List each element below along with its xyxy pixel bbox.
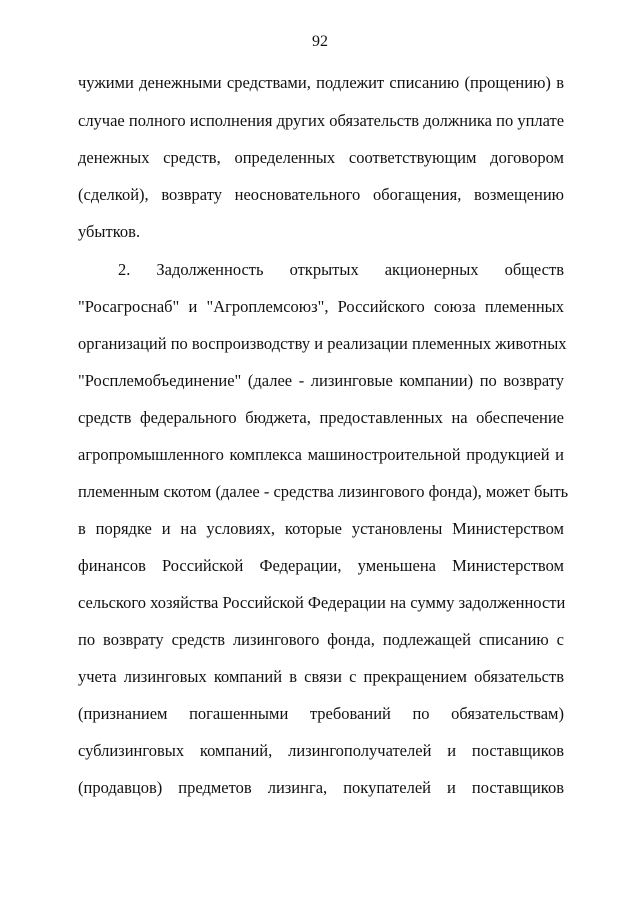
text-line: племенным скотом (далее - средства лизингового фонда), может быть	[78, 482, 569, 501]
text-line: по возврату средств лизингового фонда, подлежащей списанию с	[78, 630, 564, 649]
text-line: "Росагроснаб" и "Агроплемсоюз", Российского союза племенных	[78, 297, 564, 316]
text-line: (признанием погашенными требований по обязательствам)	[78, 704, 564, 723]
text-line: в порядке и на условиях, которые установлены Министерством	[78, 519, 564, 538]
text-line: финансов Российской Федерации, уменьшена Министерством	[78, 556, 564, 575]
text-line: случае полного исполнения других обязательств должника по уплате	[78, 111, 565, 130]
text-line: сублизинговых компаний, лизингополучателей и поставщиков	[78, 741, 564, 760]
text-line: средств федерального бюджета, предоставленных на обеспечение	[78, 408, 564, 427]
text-line: 2. Задолженность открытых акционерных обществ	[118, 260, 564, 279]
text-line: сельского хозяйства Российской Федерации на сумму задолженности	[78, 593, 566, 612]
text-line: агропромышленного комплекса машиностроительной продукцией и	[78, 445, 564, 464]
text-line: денежных средств, определенных соответствующим договором	[78, 148, 564, 167]
text-line: убытков.	[78, 222, 141, 241]
text-line: организаций по воспроизводству и реализации племенных животных	[78, 334, 567, 353]
text-line: (продавцов) предметов лизинга, покупателей и поставщиков	[78, 778, 564, 797]
text-line: учета лизинговых компаний в связи с прекращением обязательств	[78, 667, 564, 686]
page-number: 92	[312, 33, 328, 50]
text-line: чужими денежными средствами, подлежит списанию (прощению) в	[78, 73, 564, 92]
text-line: "Росплемобъединение" (далее - лизинговые компании) по возврату	[78, 371, 564, 390]
text-line: (сделкой), возврату неосновательного обогащения, возмещению	[78, 185, 564, 204]
